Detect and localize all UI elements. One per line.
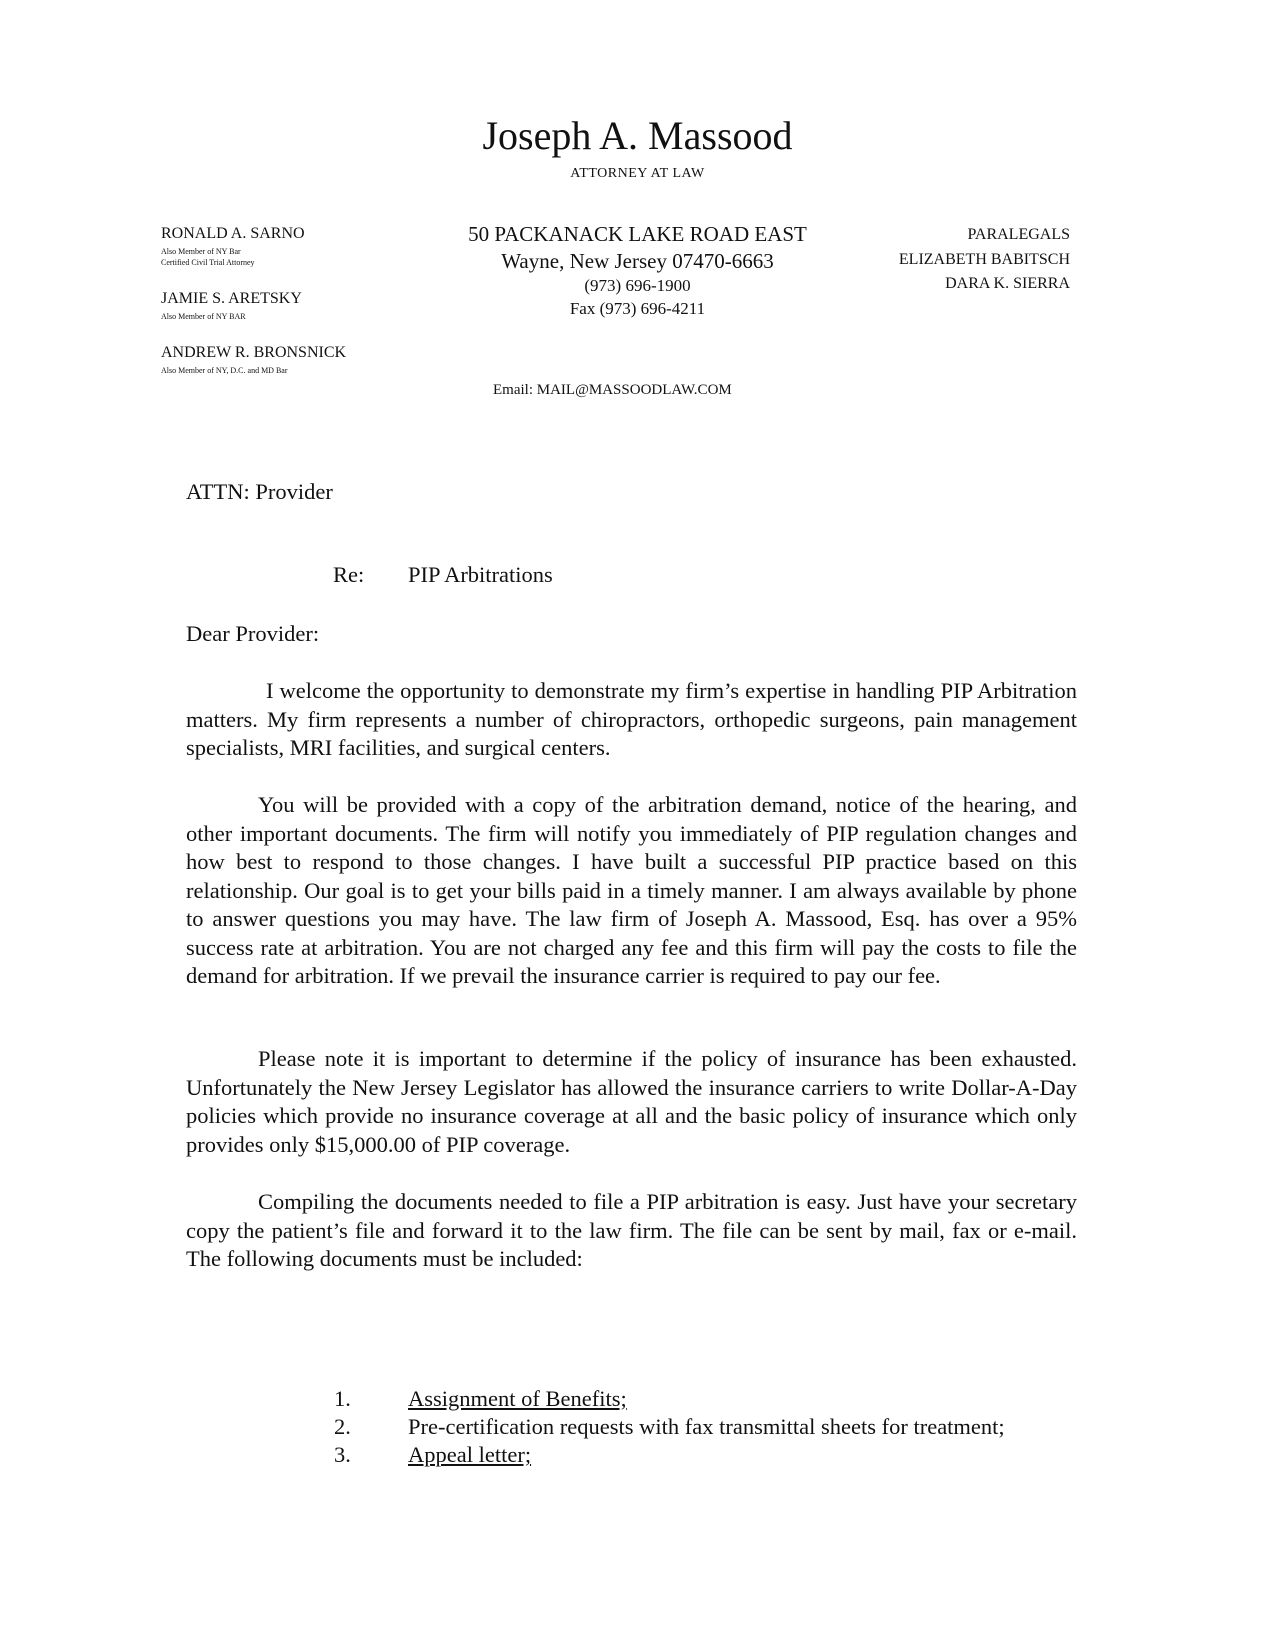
paralegal-name: DARA K. SIERRA bbox=[945, 275, 1070, 292]
list-number: 3. bbox=[334, 1442, 351, 1467]
list-item: Pre-certification requests with fax transmittal sheets for treatment; bbox=[408, 1414, 1005, 1439]
body-paragraph bbox=[186, 677, 1077, 763]
firm-name: Joseph A. Massood bbox=[482, 113, 793, 158]
attorney-note: Also Member of NY BAR bbox=[161, 312, 246, 321]
paralegals-heading: PARALEGALS bbox=[967, 226, 1070, 243]
attorney-note: Also Member of NY Bar bbox=[161, 247, 241, 256]
firm-title: ATTORNEY AT LAW bbox=[570, 166, 705, 181]
address-city: Wayne, New Jersey 07470-6663 bbox=[501, 249, 774, 273]
body-paragraph bbox=[186, 1188, 1077, 1274]
attorney-name: JAMIE S. ARETSKY bbox=[161, 290, 302, 307]
paragraph-text: Compiling the documents needed to file a PIP arbitration is easy. Just have your secretary copy the patient’s file and forward it to the law firm. The file can be sent by mail, fax or e-mail. The following documents must be included: bbox=[186, 1189, 1077, 1271]
address-street: 50 PACKANACK LAKE ROAD EAST bbox=[468, 222, 807, 246]
paragraph-text: You will be provided with a copy of the arbitration demand, notice of the hearing, and other important documents. The firm will notify you immediately of PIP regulation changes and how best to respond to those changes. I have built a successful PIP practice based on this relationship. Our goal is to get your bills paid in a timely manner. I am always available by phone to answer questions you may have. The law firm of Joseph A. Massood, Esq. has over a 95% success rate at arbitration. You are not charged any fee and this firm will pay the costs to file the demand for arbitration. If we prevail the insurance carrier is required to pay our fee. bbox=[186, 792, 1077, 988]
attorney-note: Certified Civil Trial Attorney bbox=[161, 258, 255, 267]
firm-email: Email: MAIL@MASSOODLAW.COM bbox=[493, 382, 732, 398]
paralegal-name: ELIZABETH BABITSCH bbox=[898, 251, 1070, 268]
paragraph-text: Please note it is important to determine if the policy of insurance has been exhausted. Unfortunately the New Jersey Legislator has allowed the insurance carriers to write Dollar-A-Day policies which provide no insurance coverage at all and the basic policy of insurance which only provides only $15,000.00 of PIP coverage. bbox=[186, 1046, 1077, 1157]
attn-line: ATTN: Provider bbox=[186, 479, 333, 504]
address-phone: (973) 696-1900 bbox=[584, 276, 691, 295]
list-item: Appeal letter; bbox=[408, 1442, 532, 1467]
list-item: Assignment of Benefits; bbox=[408, 1386, 627, 1411]
re-subject: PIP Arbitrations bbox=[408, 562, 553, 587]
list-number: 2. bbox=[334, 1414, 351, 1439]
body-paragraph bbox=[186, 791, 1077, 991]
address-fax: Fax (973) 696-4211 bbox=[569, 299, 706, 318]
attorney-name: ANDREW R. BRONSNICK bbox=[161, 344, 347, 361]
body-paragraph bbox=[186, 1045, 1077, 1159]
paragraph-text: I welcome the opportunity to demonstrate my firm’s expertise in handling PIP Arbitration matters. My firm represents a number of chiropractors, orthopedic surgeons, pain management specialists, MRI facilities, and surgical centers. bbox=[186, 678, 1077, 760]
re-label: Re: bbox=[333, 562, 365, 587]
attorney-note: Also Member of NY, D.C. and MD Bar bbox=[161, 366, 288, 375]
attorney-name: RONALD A. SARNO bbox=[161, 225, 305, 242]
salutation: Dear Provider: bbox=[186, 621, 320, 646]
list-number: 1. bbox=[334, 1386, 351, 1411]
